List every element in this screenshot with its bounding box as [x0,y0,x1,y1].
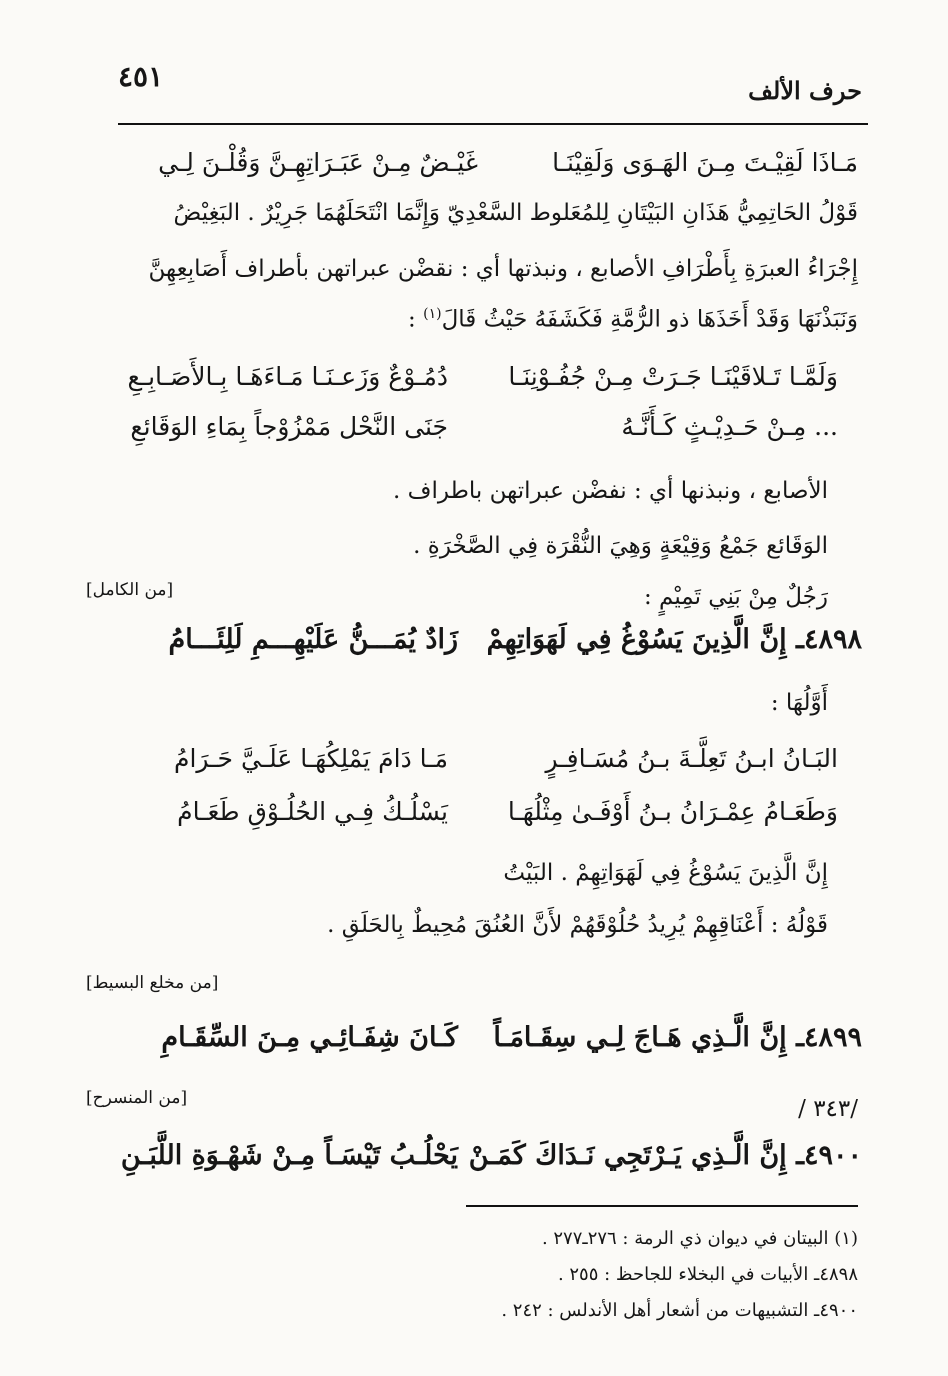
footnote-2: ٤٨٩٨ـ الأبيات في البخلاء للجاحظ : ٢٥٥ . [557,1264,858,1285]
header-title: حرف الألف [748,76,862,105]
verse-6-second-hemistich: يَسْلُـكُ فِـي الحُلُـوْقِ طَعَـامُ [177,797,448,826]
repeat-line: إِنَّ الَّذِينَ يَسُوْغُ فِي لَهَوَاتِهِمْ . البَيْتُ [503,860,828,886]
verse-4900-second-hemistich: يَحْلُـبُ تَيْسَـاً مِـنْ شَهْـوَةِ اللَّبَـنِ [120,1140,458,1171]
verse-2-first-hemistich: وَلَمَّـا تَـلاقَيْنَـا جَـرَتْ مِـنْ جُفُـوْنِنَـا [508,362,838,391]
header-rule [118,123,868,125]
verse-4899-first-hemistich: ٤٨٩٩ـ إِنَّ الَّـذِي هَـاجَ لِـي سِقَـامَـاً [493,1022,862,1053]
footnote-3: ٤٩٠٠ـ التشبيهات من أشعار أهل الأندلس : ٢٤٢ . [501,1300,858,1321]
verse-4898-first-hemistich: ٤٨٩٨ـ إِنَّ الَّذِينَ يَسُوْغُ فِي لَهَوَاتِهِمْ [486,624,862,655]
verse-3-first-hemistich: ... مِـنْ حَـدِيْـثٍ كَـأَنَّـهُ [621,412,838,441]
footnote-1: (١) البيتان في ديوان ذي الرمة : ٢٧٦ـ٢٧٧ . [541,1228,858,1249]
verse-5-second-hemistich: مَـا دَامَ يَمْلِكُهَـا عَلَـيَّ حَـرَامُ [174,744,448,773]
explanation-line: قَوْلُهُ : أَعْنَاقِهِمْ يُرِيدُ حُلُوْقَهُمْ لأَنَّ العُنُقَ مُحِيطٌ بِالحَلَقِ . [327,912,828,938]
commentary-line-2: إِجْرَاءُ العبرَةِ بِأَطْرَافِ الأصابع ، ونبذتها أي : نقضْن عبراتهن بأطراف أَصَابِعِهِنَّ [148,256,858,282]
commentary-line-3-end: : [408,306,424,333]
verse-4899-second-hemistich: كَـانَ شِفَـائِـي مِـنَ السِّقَـامِ [161,1022,458,1053]
commentary-line-3 [408,306,858,333]
manuscript-page-mark: / ٣٤٣/ [798,1096,858,1122]
gloss-line-1: الأصابع ، ونبذنها أي : نفضْن عبراتهن باطراف . [393,478,828,504]
commentary-line-1: قَوْلُ الحَاتِمِيُّ هَذَانِ البَيْتَانِ لِلمُعَلوط السَّعْدِيّ وَإِنَّمَا انْتَحَلَهُمَا جَرِيْرٌ . البَغِيْضُ [173,200,858,226]
verse-5-first-hemistich: البَـانُ ابـنُ تَعِلَّـةَ بـنُ مُسَـافِـرٍ [545,744,838,773]
gloss-line-2: الوَقَائع جَمْعُ وَقِيْعَةٍ وَهِيَ النُّقْرَة فِي الصَّخْرَةِ . [413,533,828,559]
verse-4900-first-hemistich: ٤٩٠٠ـ إِنَّ الَّـذِي يَـرْتَجِي نَـدَاكَ كَمَـنْ [468,1140,862,1171]
verse-1-second-hemistich: غَيْـضٌ مِـنْ عَبَـرَاتِهِـنَّ وَقُلْـنَ لِـي [158,148,478,177]
verse-2-second-hemistich: دُمُـوْعٌ وَزَعـنَـا مَـاءَهَـا بِـالأَصَـابِـعِ [127,362,448,391]
commentary-line-3-text: وَنَبَذْنَهَا وَقَدْ أَخَذَهَا ذو الرُّمَّةِ فَكَشَفَهُ حَيْثُ قَالَ [441,306,858,333]
meter-label-munsarih: [من المنسرح] [86,1088,188,1108]
meter-label-kamil: [من الكامل] [86,580,174,600]
verse-4898-second-hemistich: زَادٌ يُمَـــنُّ عَلَيْهِـــمِ لَلِئَـــامُ [168,624,458,655]
verse-3-second-hemistich: جَنَى النَّحْل مَمْزُوْجاً بِمَاءِ الوَقَائعِ [130,412,448,441]
meter-label-mukhalla-basit: [من مخلع البسيط] [86,973,219,993]
page-number: ٤٥١ [118,60,164,93]
verse-1-first-hemistich: مَـاذَا لَقِيْـتَ مِـنَ الهَـوَى وَلَقِيْنَـا [552,148,858,177]
verse-6-first-hemistich: وَطَعَـامُ عِمْـرَانُ بـنُ أَوْفَـىٰ مِثْلُهَـا [507,797,838,826]
attribution-line: رَجُلٌ مِنْ بَنِي تَمِيْمٍ : [643,584,828,610]
first-line-label: أَوَّلُهَا : [770,690,828,716]
footnote-rule [466,1205,858,1207]
footnote-ref-1: (١) [423,306,442,322]
